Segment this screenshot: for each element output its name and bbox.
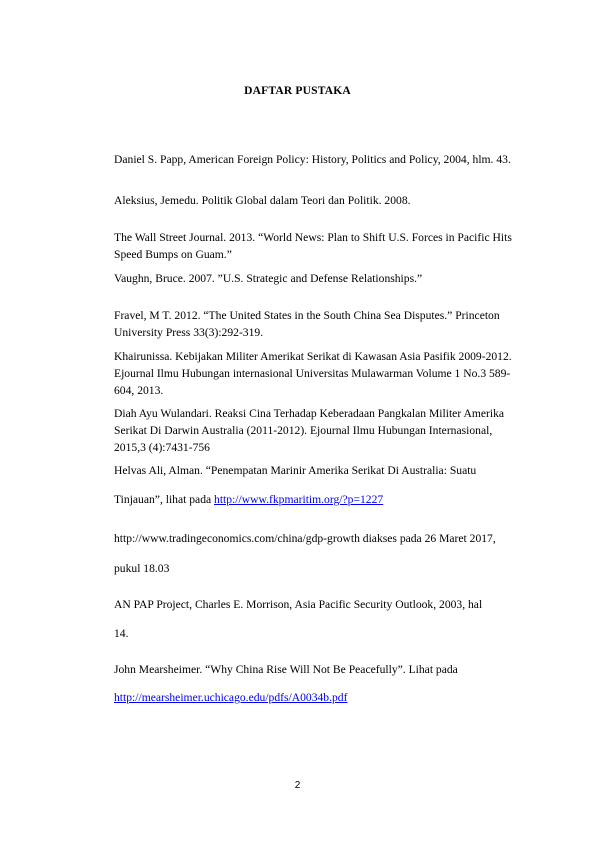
reference-anpap-line1: AN PAP Project, Charles E. Morrison, Asia Pacific Security Outlook, 2003, hal — [114, 598, 483, 611]
reference-anpap-line2: 14. — [114, 627, 129, 640]
reference-wulandari: Diah Ayu Wulandari. Reaksi Cina Terhadap Keberadaan Pangkalan Militer Amerika Serikat Di Darwin Australia (2011-2012). Ejournal Ilmu Hubungan Internasional, 2015,3 (4):7431-756 — [114, 407, 505, 454]
reference-tradingeconomics-line2: pukul 18.03 — [114, 562, 170, 575]
reference-vaughn: Vaughn, Bruce. 2007. ”U.S. Strategic and Defense Relationships.” — [114, 272, 423, 285]
page-title: DAFTAR PUSTAKA — [244, 85, 351, 97]
reference-aleksius: Aleksius, Jemedu. Politik Global dalam Teori dan Politik. 2008. — [114, 194, 411, 207]
reference-fravel: Fravel, M T. 2012. “The United States in the South China Sea Disputes.” Princeton University Press 33(3):292-319. — [114, 309, 500, 339]
reference-wsj: The Wall Street Journal. 2013. “World News: Plan to Shift U.S. Forces in Pacific Hits Speed Bumps on Guam.” — [114, 231, 512, 261]
fkpmaritim-link[interactable]: http://www.fkpmaritim.org/?p=1227 — [214, 493, 384, 506]
reference-tradingeconomics-line1: http://www.tradingeconomics.com/china/gdp-growth diakses pada 26 Maret 2017, — [114, 532, 496, 545]
page-number: 2 — [294, 780, 301, 791]
reference-papp: Daniel S. Papp, American Foreign Policy: History, Politics and Policy, 2004, hlm. 43. — [114, 153, 511, 166]
reference-helvas-line2 — [114, 491, 514, 508]
reference-helvas-prefix: Tinjauan”, lihat pada — [114, 493, 215, 506]
reference-mearsheimer-line1: John Mearsheimer. “Why China Rise Will Not Be Peacefully”. Lihat pada — [114, 663, 458, 676]
reference-khairunissa: Khairunissa. Kebijakan Militer Amerikat Serikat di Kawasan Asia Pasifik 2009-2012. Ejournal Ilmu Hubungan internasional Universitas Mulawarman Volume 1 No.3 589-604, 2013. — [114, 350, 512, 397]
reference-helvas-line1: Helvas Ali, Alman. “Penempatan Marinir Amerika Serikat Di Australia: Suatu — [114, 464, 477, 477]
mearsheimer-link[interactable]: http://mearsheimer.uchicago.edu/pdfs/A0034b.pdf — [114, 691, 348, 704]
reference-mearsheimer-line2 — [114, 689, 514, 706]
